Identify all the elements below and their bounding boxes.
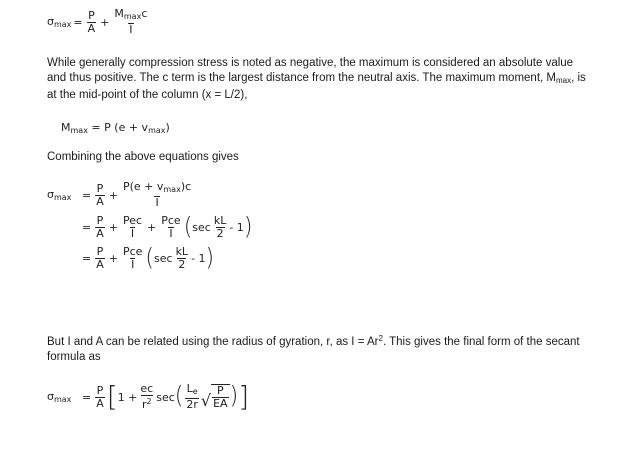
sigma-symbol: $\sigma_{max}$ bbox=[47, 15, 72, 29]
sigma-symbol: $\sigma_{max}$ bbox=[47, 390, 72, 404]
square-root: √ $\frac{P}{EA}$ bbox=[200, 384, 228, 410]
fraction-p-over-a: $\frac{P}{A}$ bbox=[96, 181, 104, 208]
paragraph-max-moment: While generally compression stress is noted as negative, the maximum is considered an absolute value and thus positive. The c term is the largest distance from the neutral axis. The maximum moment, $M_{max}$, is at the mid-point of the column (x = L/2), bbox=[47, 57, 586, 101]
paragraph-radius-of-gyration: But I and A can be related using the radius of gyration, r, as $I = Ar^2$. This gives the final form of the secant formula as bbox=[47, 334, 580, 363]
equation-stress-basic bbox=[47, 8, 150, 36]
equation-max-moment: $M_{max} = P$ $(e + v_{max})$ bbox=[61, 121, 170, 135]
equation-combined-stress bbox=[47, 181, 252, 271]
equation-line-3: = $\frac{P}{A}$ + $\frac{\text{Pce}}{I}$ ( sec $\frac{kL}{2}$ - 1 ) bbox=[82, 244, 215, 272]
fraction-p-over-a: $\frac{P}{A}$ bbox=[87, 8, 96, 35]
equals-sign: = bbox=[73, 15, 83, 29]
fraction-moment-over-i: $\frac{P(e + v_{max})c}{I}$ bbox=[122, 180, 192, 209]
plus-sign: + bbox=[100, 15, 110, 29]
equation-line-2: = $\frac{P}{A}$ + $\frac{\text{Pec}}{I}$ + $\frac{\text{Pce}}{I}$ ( sec $\frac{kL}{2}$ - 1 ) bbox=[82, 213, 253, 241]
equation-secant-formula: $\sigma_{max}$ = $\frac{P}{A}$ [ 1 + $\frac{ec}{r^2}$ sec ( $\frac{L_e}{2r}$ √ $\frac{P}{EA}$ ) ] bbox=[47, 380, 250, 413]
equation-line-1: $\sigma_{max}$ = $\frac{P}{A}$ + $\frac{P(e + v_{max})c}{I}$ bbox=[47, 180, 192, 209]
paragraph-combining: Combining the above equations gives bbox=[47, 151, 239, 163]
sigma-symbol: $\sigma_{max}$ bbox=[47, 188, 72, 202]
fraction-mc-over-i: $\frac{M_{max}c}{I}$ bbox=[114, 7, 148, 36]
